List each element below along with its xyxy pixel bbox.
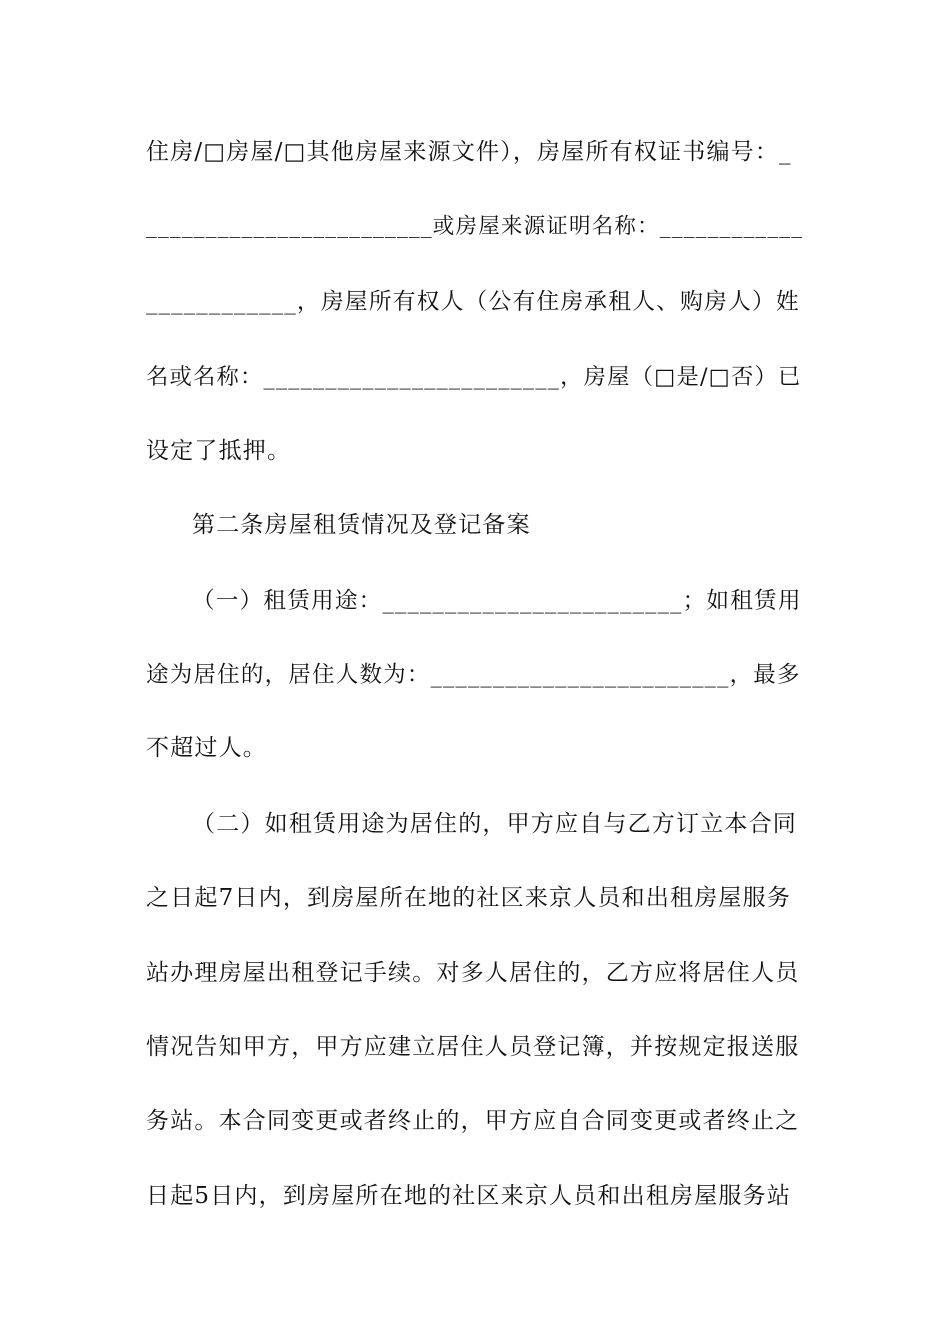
text-line: 不超过人。 [146,735,267,761]
text-line: ________________________或房屋来源证明名称：____________ [146,214,804,239]
text-line: 之日起7日内，到房屋所在地的社区来京人员和出租房屋服务 [146,885,792,911]
text-line: 住房/□房屋/□其他房屋来源文件），房屋所有权证书编号：_ [146,139,792,165]
text-line: 设定了抵押。 [146,438,292,464]
text-line: 务站。本合同变更或者终止的，甲方应自合同变更或者终止之 [146,1108,800,1134]
text-line: 途为居住的，居住人数为：________________________，最多 [146,662,801,688]
text-line: （一）租赁用途：________________________；如租赁用 [192,588,802,614]
text-line: 情况告知甲方，甲方应建立居住人员登记簿，并按规定报送服 [146,1034,800,1060]
text-line: 站办理房屋出租登记手续。对多人居住的，乙方应将居住人员 [146,960,800,986]
text-line: 日起5日内，到房屋所在地的社区来京人员和出租房屋服务站 [146,1183,792,1209]
section-heading: 第二条房屋租赁情况及登记备案 [192,512,531,538]
text-line: （二）如租赁用途为居住的，甲方应自与乙方订立本合同 [192,811,797,837]
text-line: ____________，房屋所有权人（公有住房承租人、购房人）姓 [146,289,800,315]
text-line: 名或名称：________________________，房屋（□是/□否）已 [146,364,802,390]
